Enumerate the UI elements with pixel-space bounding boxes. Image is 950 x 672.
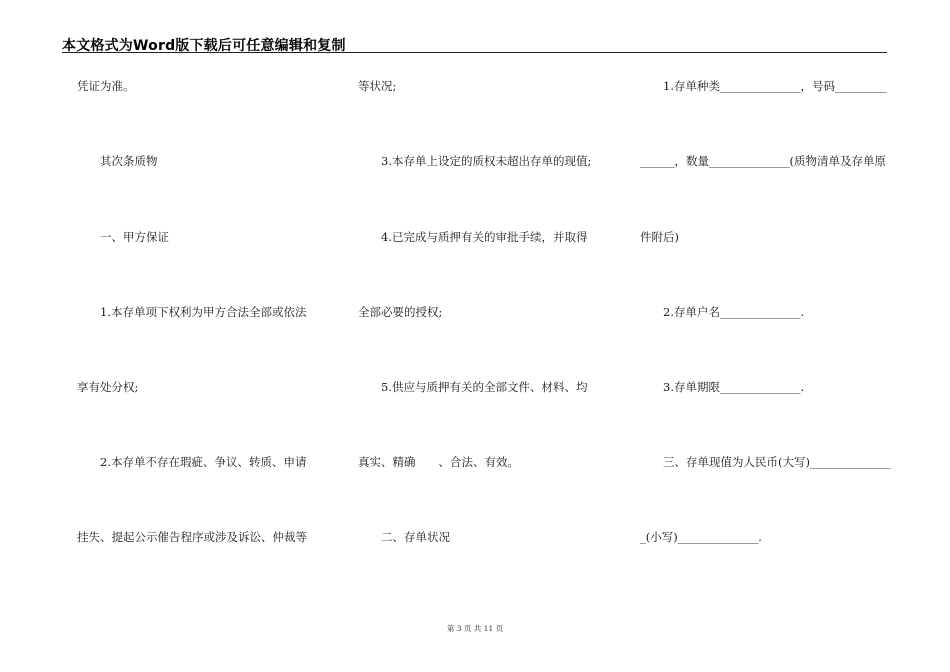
middle-line-4: 全部必要的授权;: [358, 305, 443, 319]
right-line-1: 1.存单种类______________，号码_________: [663, 79, 887, 93]
right-line-5: 3.存单期限______________.: [663, 380, 805, 394]
left-line-5: 享有处分权;: [77, 380, 139, 394]
left-line-3: 一、甲方保证: [100, 230, 169, 244]
middle-line-6: 真实、精确 、合法、有效。: [358, 455, 519, 469]
page-number-footer: 第 3 页 共 11 页: [446, 624, 504, 633]
left-line-2: 其次条质物: [100, 154, 158, 168]
left-line-1: 凭证为准。: [77, 79, 135, 93]
right-line-3: 件附后): [640, 230, 679, 244]
middle-line-3: 4.已完成与质押有关的审批手续，并取得: [381, 230, 588, 244]
middle-line-2: 3.本存单上设定的质权未超出存单的现值;: [381, 154, 592, 168]
header-divider: [62, 52, 887, 53]
middle-line-1: 等状况;: [358, 79, 397, 93]
middle-line-7: 二、存单状况: [381, 530, 450, 544]
right-line-4: 2.存单户名______________.: [663, 305, 805, 319]
left-line-7: 挂失、提起公示催告程序或涉及诉讼、仲裁等: [77, 530, 307, 544]
right-line-2: ______，数量______________(质物清单及存单原: [640, 154, 886, 168]
middle-line-5: 5.供应与质押有关的全部文件、材料、均: [381, 380, 588, 394]
left-line-4: 1.本存单项下权利为甲方合法全部或依法: [100, 305, 307, 319]
left-line-6: 2.本存单不存在瑕疵、争议、转质、申请: [100, 455, 307, 469]
right-line-6: 三、存单现值为人民币(大写)______________: [663, 455, 891, 469]
document-header-title: 本文格式为Word版下载后可任意编辑和复制: [62, 38, 346, 54]
right-line-7: _(小写)______________.: [640, 530, 762, 544]
